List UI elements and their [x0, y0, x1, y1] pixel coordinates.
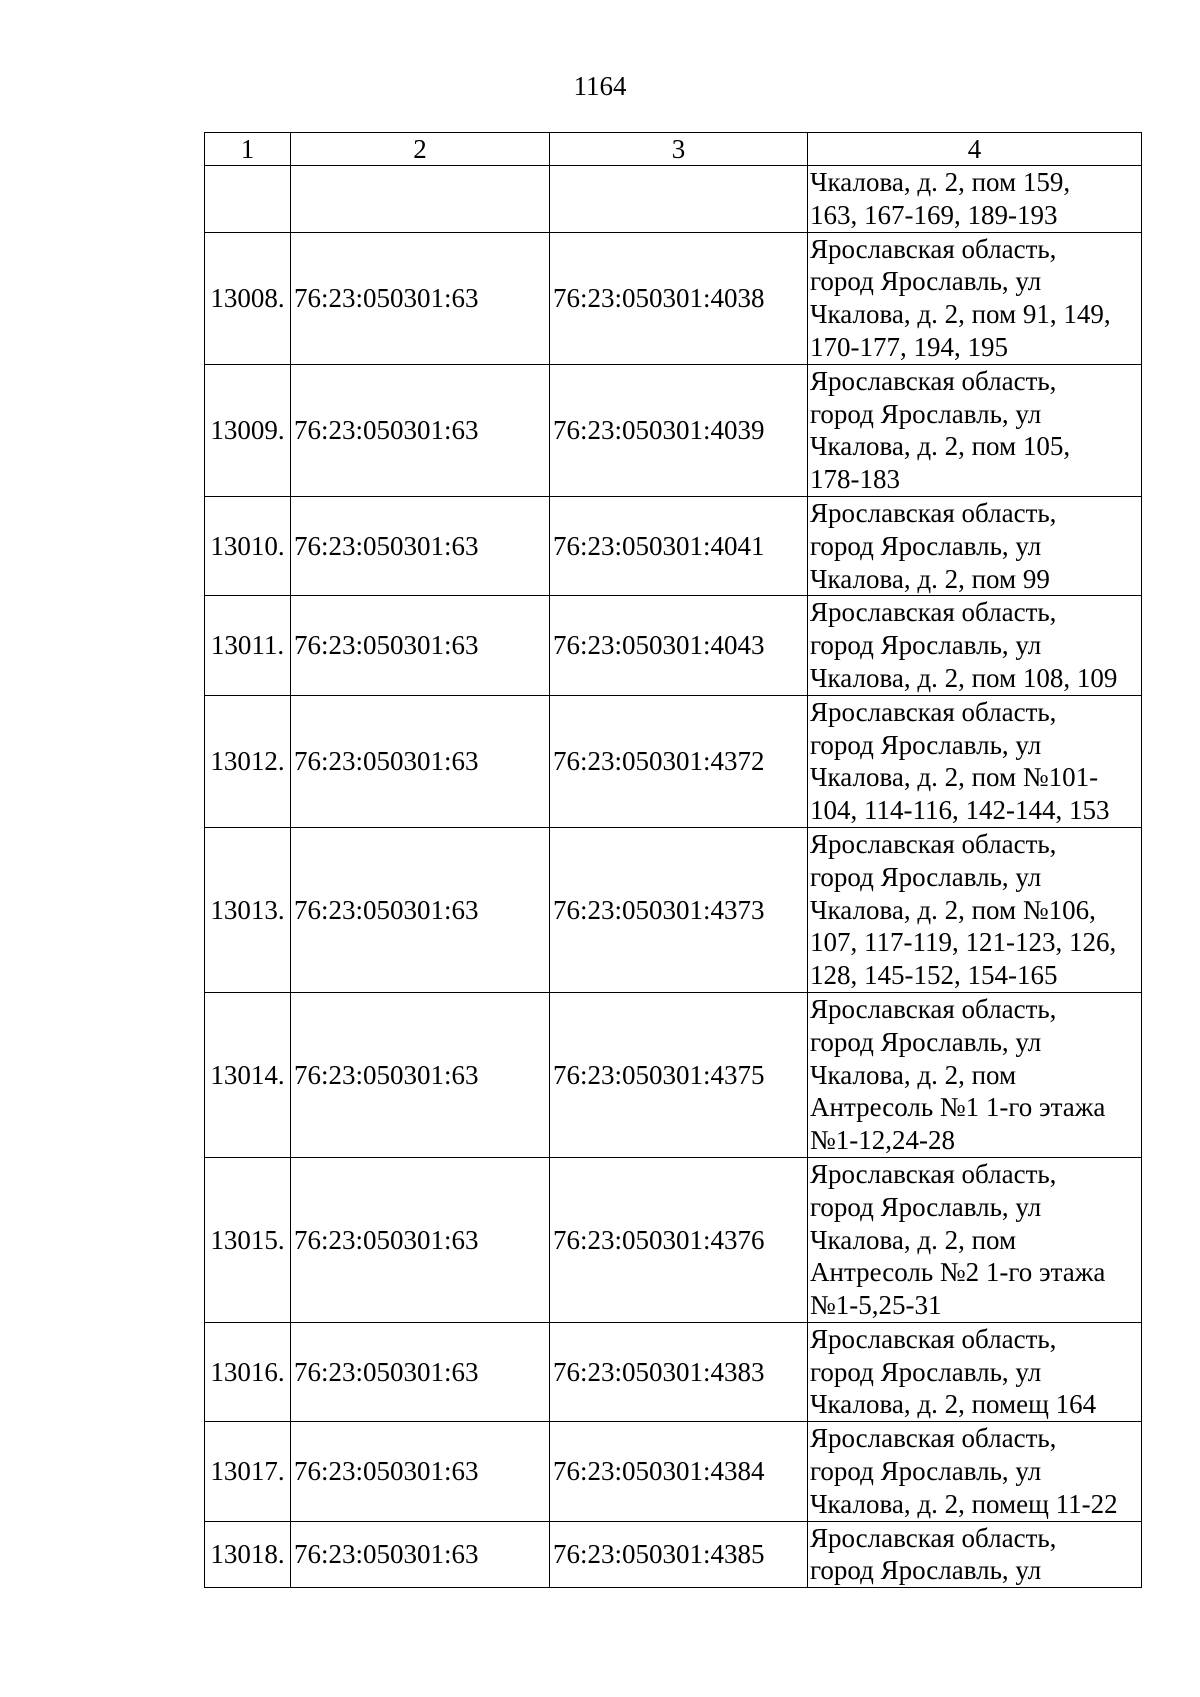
row-number-cell: 13017. [205, 1422, 291, 1521]
table-row [205, 232, 1142, 364]
address-cell: Ярославская область, город Ярославль, ул Чкалова, д. 2, пом Антресоль №2 1-го этажа №1-5,25-31 [808, 1157, 1142, 1322]
row-number-cell: 13015. [205, 1157, 291, 1322]
parcel-number-cell: 76:23:050301:63 [291, 1322, 550, 1421]
object-number-cell: 76:23:050301:4039 [550, 364, 808, 496]
address-cell: Ярославская область, город Ярославль, ул Чкалова, д. 2, помещ 164 [808, 1322, 1142, 1421]
object-number-cell: 76:23:050301:4372 [550, 695, 808, 827]
parcel-number-cell [291, 166, 550, 233]
object-number-cell [550, 166, 808, 233]
column-header-2: 2 [291, 133, 550, 166]
table-row [205, 364, 1142, 496]
object-number-cell: 76:23:050301:4384 [550, 1422, 808, 1521]
row-number-cell: 13009. [205, 364, 291, 496]
object-number-cell: 76:23:050301:4373 [550, 827, 808, 992]
table-header-row [205, 133, 1142, 166]
object-number-cell: 76:23:050301:4376 [550, 1157, 808, 1322]
object-number-cell: 76:23:050301:4043 [550, 596, 808, 695]
parcel-number-cell: 76:23:050301:63 [291, 1521, 550, 1588]
row-number-cell: 13018. [205, 1521, 291, 1588]
row-number-cell [205, 166, 291, 233]
column-header-4: 4 [808, 133, 1142, 166]
registry-table [204, 132, 1142, 1588]
parcel-number-cell: 76:23:050301:63 [291, 596, 550, 695]
parcel-number-cell: 76:23:050301:63 [291, 496, 550, 595]
table-row [205, 1322, 1142, 1421]
column-header-3: 3 [550, 133, 808, 166]
page-number: 1164 [573, 71, 627, 101]
table-row [205, 166, 1142, 233]
address-cell: Ярославская область, город Ярославль, ул Чкалова, д. 2, пом 108, 109 [808, 596, 1142, 695]
table-row [205, 1157, 1142, 1322]
object-number-cell: 76:23:050301:4041 [550, 496, 808, 595]
address-cell: Ярославская область, город Ярославль, ул Чкалова, д. 2, пом №106, 107, 117-119, 121-123, 126, 128, 145-152, 154-165 [808, 827, 1142, 992]
object-number-cell: 76:23:050301:4038 [550, 232, 808, 364]
parcel-number-cell: 76:23:050301:63 [291, 232, 550, 364]
row-number-cell: 13013. [205, 827, 291, 992]
address-cell: Чкалова, д. 2, пом 159, 163, 167-169, 189-193 [808, 166, 1142, 233]
table-row [205, 827, 1142, 992]
row-number-cell: 13008. [205, 232, 291, 364]
object-number-cell: 76:23:050301:4385 [550, 1521, 808, 1588]
address-cell: Ярославская область, город Ярославль, ул Чкалова, д. 2, пом 105, 178-183 [808, 364, 1142, 496]
table-row [205, 496, 1142, 595]
table-row [205, 1521, 1142, 1588]
table-row [205, 695, 1142, 827]
address-cell: Ярославская область, город Ярославль, ул Чкалова, д. 2, пом 99 [808, 496, 1142, 595]
object-number-cell: 76:23:050301:4383 [550, 1322, 808, 1421]
table-row [205, 992, 1142, 1157]
object-number-cell: 76:23:050301:4375 [550, 992, 808, 1157]
table-row [205, 596, 1142, 695]
row-number-cell: 13011. [205, 596, 291, 695]
parcel-number-cell: 76:23:050301:63 [291, 827, 550, 992]
address-cell: Ярославская область, город Ярославль, ул Чкалова, д. 2, пом Антресоль №1 1-го этажа №1-12,24-28 [808, 992, 1142, 1157]
address-cell: Ярославская область, город Ярославль, ул Чкалова, д. 2, помещ 11-22 [808, 1422, 1142, 1521]
address-cell: Ярославская область, город Ярославль, ул Чкалова, д. 2, пом 91, 149, 170-177, 194, 195 [808, 232, 1142, 364]
row-number-cell: 13016. [205, 1322, 291, 1421]
address-cell: Ярославская область, город Ярославль, ул Чкалова, д. 2, пом №101- 104, 114-116, 142-144, 153 [808, 695, 1142, 827]
address-cell: Ярославская область, город Ярославль, ул [808, 1521, 1142, 1588]
row-number-cell: 13012. [205, 695, 291, 827]
parcel-number-cell: 76:23:050301:63 [291, 1157, 550, 1322]
parcel-number-cell: 76:23:050301:63 [291, 364, 550, 496]
row-number-cell: 13010. [205, 496, 291, 595]
column-header-1: 1 [205, 133, 291, 166]
row-number-cell: 13014. [205, 992, 291, 1157]
parcel-number-cell: 76:23:050301:63 [291, 695, 550, 827]
table-row [205, 1422, 1142, 1521]
parcel-number-cell: 76:23:050301:63 [291, 1422, 550, 1521]
parcel-number-cell: 76:23:050301:63 [291, 992, 550, 1157]
